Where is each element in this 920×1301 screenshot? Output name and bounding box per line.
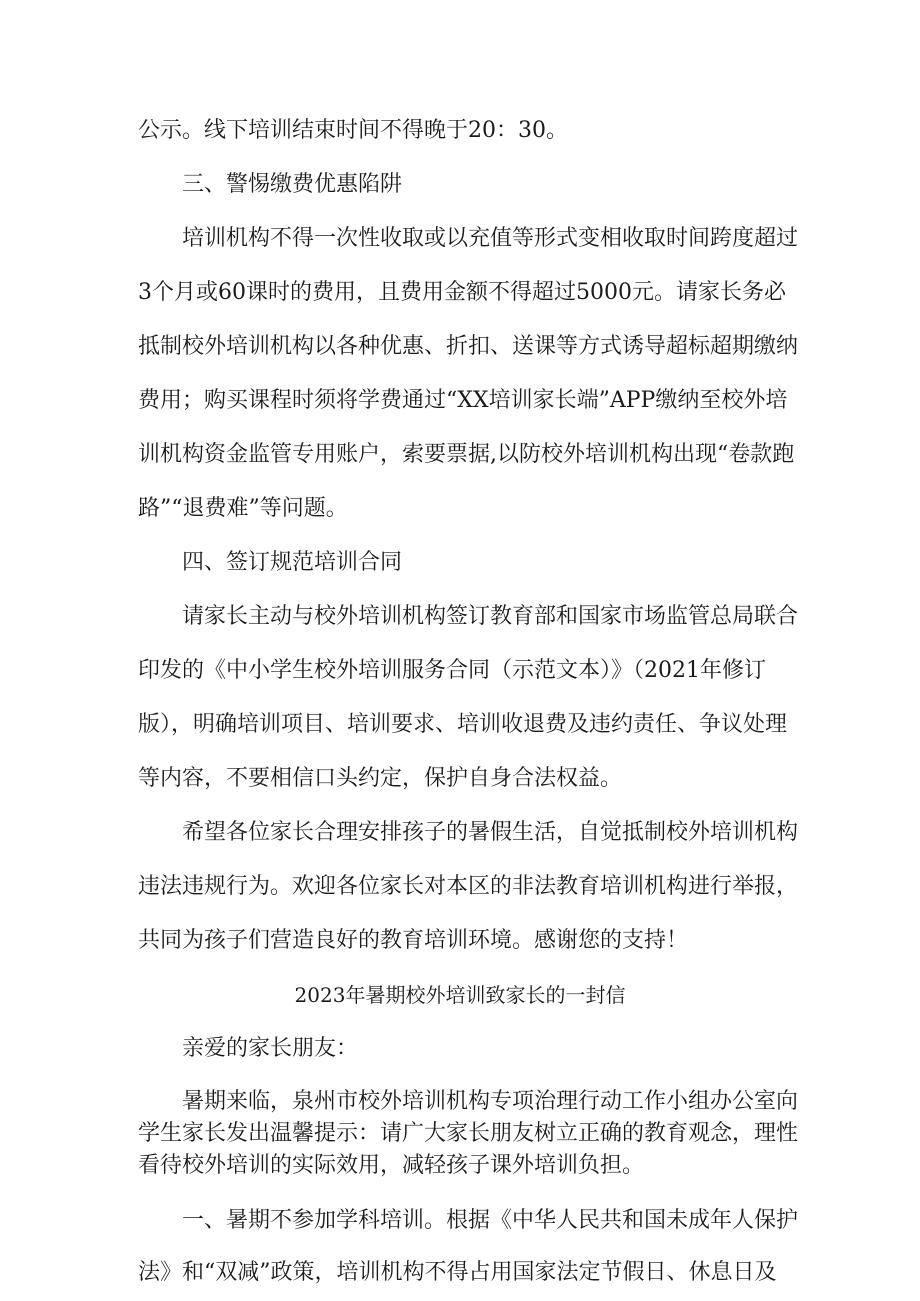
paragraph-line: 暑期来临，泉州市校外培训机构专项治理行动工作小组办公室向 bbox=[182, 1089, 799, 1114]
paragraph-line: 抵制校外培训机构以各种优惠、折扣、送课等方式诱导超标超期缴纳 bbox=[138, 334, 799, 359]
paragraph-line: 3个月或60课时的费用，且费用金额不得超过5000元。请家长务必 bbox=[138, 280, 786, 305]
paragraph-line: 等内容，不要相信口头约定，保护自身合法权益。 bbox=[138, 766, 623, 791]
letter-title: 2023年暑期校外培训致家长的一封信 bbox=[294, 983, 626, 1007]
paragraph-line: 法》和“双减”政策，培训机构不得占用国家法定节假日、休息日及 bbox=[138, 1260, 777, 1285]
paragraph-line: 希望各位家长合理安排孩子的暑假生活，自觉抵制校外培训机构 bbox=[182, 820, 799, 845]
section-heading-4: 四、签订规范培训合同 bbox=[182, 550, 403, 575]
paragraph-line: 费用；购买课程时须将学费通过“XX培训家长端”APP缴纳至校外培 bbox=[138, 388, 788, 413]
section-heading-3: 三、警惕缴费优惠陷阱 bbox=[182, 172, 403, 197]
paragraph-line: 一、暑期不参加学科培训。根据《中华人民共和国未成年人保护 bbox=[182, 1208, 799, 1233]
paragraph-line: 路”“退费难”等问题。 bbox=[138, 496, 348, 521]
paragraph-line: 看待校外培训的实际效用，减轻孩子课外培训负担。 bbox=[138, 1153, 645, 1178]
paragraph-line: 印发的《中小学生校外培训服务合同（示范文本）》（2021年修订 bbox=[138, 658, 766, 683]
paragraph-line: 违法违规行为。欢迎各位家长对本区的非法教育培训机构进行举报， bbox=[138, 874, 799, 899]
paragraph-line: 请家长主动与校外培训机构签订教育部和国家市场监管总局联合 bbox=[182, 604, 799, 629]
paragraph-line: 版），明确培训项目、培训要求、培训收退费及违约责任、争议处理 bbox=[138, 712, 788, 737]
paragraph-line: 共同为孩子们营造良好的教育培训环境。感谢您的支持！ bbox=[138, 928, 689, 953]
paragraph-line: 学生家长发出温馨提示：请广大家长朋友树立正确的教育观念，理性 bbox=[138, 1121, 799, 1146]
paragraph-line: 培训机构不得一次性收取或以充值等形式变相收取时间跨度超过 bbox=[182, 226, 799, 251]
paragraph-line: 训机构资金监管专用账户，索要票据,以防校外培训机构出现“卷款跑 bbox=[138, 442, 795, 467]
paragraph-continuation: 公示。线下培训结束时间不得晚于20：30。 bbox=[138, 118, 568, 143]
salutation: 亲爱的家长朋友： bbox=[182, 1036, 359, 1061]
